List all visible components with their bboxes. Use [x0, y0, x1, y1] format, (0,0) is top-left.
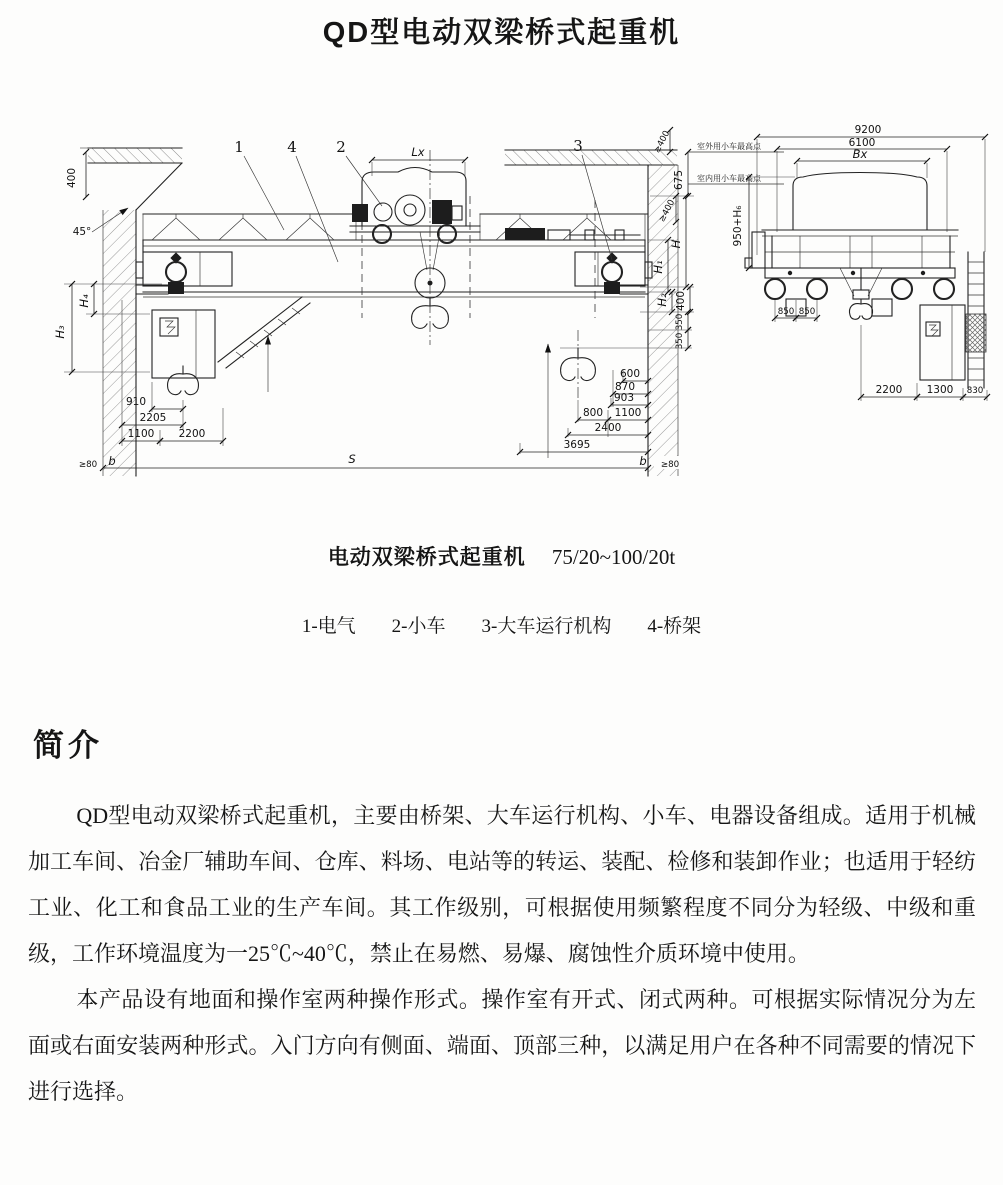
page-title: QD型电动双梁桥式起重机: [322, 17, 681, 49]
dim-label-lx: Lx: [411, 145, 425, 159]
dim-label-bx: Bx: [852, 147, 868, 161]
dim-label-2400: 2400: [594, 422, 622, 434]
legend-item-bridge-frame: 4-桥架: [647, 616, 702, 637]
side-view: [732, 124, 987, 401]
callout-1: 1: [234, 138, 244, 156]
dims-bottom-right: [520, 368, 648, 454]
intro-paragraph-2: 本产品设有地面和操作室两种操作形式。操作室有开式、闭式两种。可根据实际情况分为左面或右面安装两种形式。入门方向有侧面、端面、顶部三种，以满足用户在各种不同需要的情况下进行选择。: [28, 987, 976, 1104]
callout-4: 4: [287, 138, 297, 156]
dim-label-h3: H₃: [53, 325, 67, 339]
crane-technical-drawing: [0, 0, 1003, 500]
dim-label-850-b: 850: [798, 307, 816, 317]
dim-label-ge80-right: ≥80: [660, 460, 680, 470]
dim-label-b-left: b: [108, 454, 116, 468]
dim-label-2205: 2205: [139, 412, 167, 424]
walkway-railing: [143, 214, 648, 240]
dim-label-h4: H₄: [77, 294, 91, 308]
dim-label-ge400-top: ≥400: [652, 129, 673, 155]
section-heading: 简介: [33, 728, 103, 763]
front-view: [53, 129, 784, 476]
dim-label-400-right: 400: [675, 290, 687, 312]
left-wall-hatching: [88, 148, 182, 476]
dim-label-3695: 3695: [563, 439, 591, 451]
dim-label-ge80-left: ≥80: [78, 460, 98, 470]
intro-paragraph-1: QD型电动双梁桥式起重机，主要由桥架、大车运行机构、小车、电器设备组成。适用于机械加工车间、冶金厂辅助车间、仓库、料场、电站等的转运、装配、检修和装卸作业；也适用于轻纺工业、化工和食品工业的生产车间。其工作级别，可根据使用频繁程度不同分为轻级、中级和重级，工作环境温度为一25℃~40℃，禁止在易燃、易爆、腐蚀性介质环境中使用。: [28, 803, 976, 966]
girder-cross-section: [745, 230, 958, 278]
legend-item-trolley: 2-小车: [391, 616, 446, 637]
dim-label-6100: 6100: [848, 137, 876, 149]
dim-label-45deg: 45°: [72, 226, 92, 238]
dim-label-1300: 1300: [926, 384, 954, 396]
note-indoor-trolley: 室内用小车最高点: [697, 174, 761, 183]
figure-caption-spec: 75/20~100/20t: [551, 545, 676, 569]
travel-mechanism: [505, 228, 640, 240]
dim-label-350-b: 350: [675, 332, 685, 350]
note-outdoor-trolley: 室外用小车最高点: [697, 142, 761, 151]
dim-span: [79, 452, 692, 470]
figure-legend: [0, 611, 1003, 638]
dim-label-9200: 9200: [854, 124, 882, 136]
dim-label-400-top: 400: [66, 167, 78, 189]
dim-label-b-right: b: [639, 454, 647, 468]
figure-caption-name: 电动双梁桥式起重机: [327, 545, 526, 569]
dim-label-910: 910: [125, 396, 147, 408]
callout-3: 3: [573, 137, 583, 155]
dim-label-1100-right: 1100: [614, 407, 642, 419]
trolley-canopy: [793, 173, 927, 231]
side-hook: [840, 268, 882, 319]
dim-label-1100-left: 1100: [127, 428, 155, 440]
dim-label-2200-left: 2200: [178, 428, 206, 440]
dim-label-830: 830: [966, 386, 984, 396]
dim-label-h1: H₁: [651, 260, 665, 274]
dim-label-ge400-mid: ≥400: [657, 198, 678, 224]
dims-side-top: [757, 124, 985, 255]
side-cab: [920, 305, 965, 380]
right-wall-hatching: [505, 150, 678, 476]
dim-label-2200-side: 2200: [875, 384, 903, 396]
dim-label-870: 870: [614, 381, 636, 393]
operator-cab: [152, 297, 310, 395]
trolley: [350, 150, 480, 345]
height-notes: [688, 141, 784, 184]
dim-label-903: 903: [613, 392, 635, 404]
dim-label-800: 800: [582, 407, 604, 419]
dim-label-s: S: [348, 452, 356, 466]
right-end-truck: [575, 252, 652, 294]
figure-caption: [0, 541, 1003, 571]
dim-label-h2: H₂: [655, 293, 669, 307]
side-ladder: [966, 252, 986, 388]
dim-label-h: H: [669, 239, 683, 249]
callout-2: 2: [336, 138, 346, 156]
intro-text: [28, 793, 976, 1115]
dim-lx: [372, 145, 465, 176]
legend-item-electrical: 1-电气: [301, 616, 356, 637]
dim-label-350-a: 350: [675, 313, 685, 331]
dims-850: [775, 300, 817, 322]
dim-label-675: 675: [673, 169, 685, 191]
legend-item-travel-mechanism: 3-大车运行机构: [481, 616, 612, 637]
dim-label-600: 600: [619, 368, 641, 380]
dim-label-950-h6: 950+H₆: [732, 205, 744, 247]
left-end-truck: [136, 252, 232, 294]
dim-label-850-a: 850: [777, 307, 795, 317]
hook-left: [168, 366, 199, 395]
dim-950-h6: [732, 177, 795, 268]
